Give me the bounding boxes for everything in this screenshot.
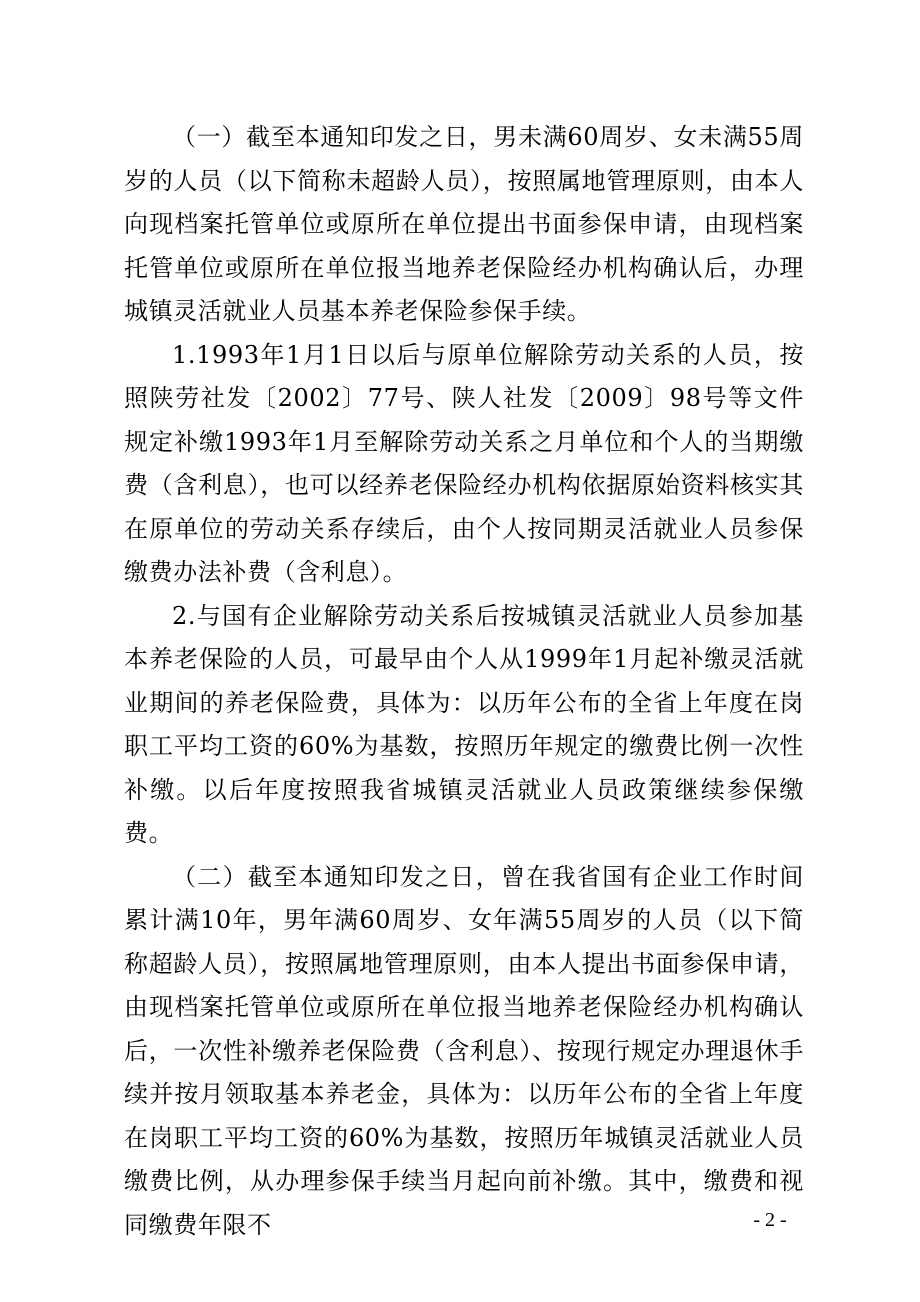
paragraph-3: 2.与国有企业解除劳动关系后按城镇灵活就业人员参加基本养老保险的人员，可最早由个人从1999年1月起补缴灵活就业期间的养老保险费，具体为：以历年公布的全省上年度在岗职工平均工资的60%为基数，按照历年规定的缴费比例一次性补缴。以后年度按照我省城镇灵活就业人员政策继续参保缴费。 — [124, 601, 804, 847]
paragraph-1: （一）截至本通知印发之日，男未满60周岁、女未满55周岁的人员（以下简称未超龄人员），按照属地管理原则，由本人向现档案托管单位或原所在单位提出书面参保申请，由现档案托管单位或原所在单位报当地养老保险经办机构确认后，办理城镇灵活就业人员基本养老保险参保手续。 — [124, 123, 804, 325]
body-text — [124, 116, 804, 1247]
paragraph-2: 1.1993年1月1日以后与原单位解除劳动关系的人员，按照陕劳社发〔2002〕77号、陕人社发〔2009〕98号等文件规定补缴1993年1月至解除劳动关系之月单位和个人的当期缴费（含利息），也可以经养老保险经办机构依据原始资料核实其在原单位的劳动关系存续后，由个人按同期灵活就业人员参保缴费办法补费（含利息）。 — [124, 340, 804, 586]
page-number: - 2 - — [753, 1209, 787, 1231]
paragraph-4: （二）截至本通知印发之日，曾在我省国有企业工作时间累计满10年，男年满60周岁、女年满55周岁的人员（以下简称超龄人员），按照属地管理原则，由本人提出书面参保申请，由现档案托管单位或原所在单位报当地养老保险经办机构确认后，一次性补缴养老保险费（含利息）、按现行规定办理退休手续并按月领取基本养老金，具体为：以历年公布的全省上年度在岗职工平均工资的60%为基数，按照历年城镇灵活就业人员缴费比例，从办理参保手续当月起向前补缴。其中，缴费和视同缴费年限不 — [124, 862, 804, 1239]
